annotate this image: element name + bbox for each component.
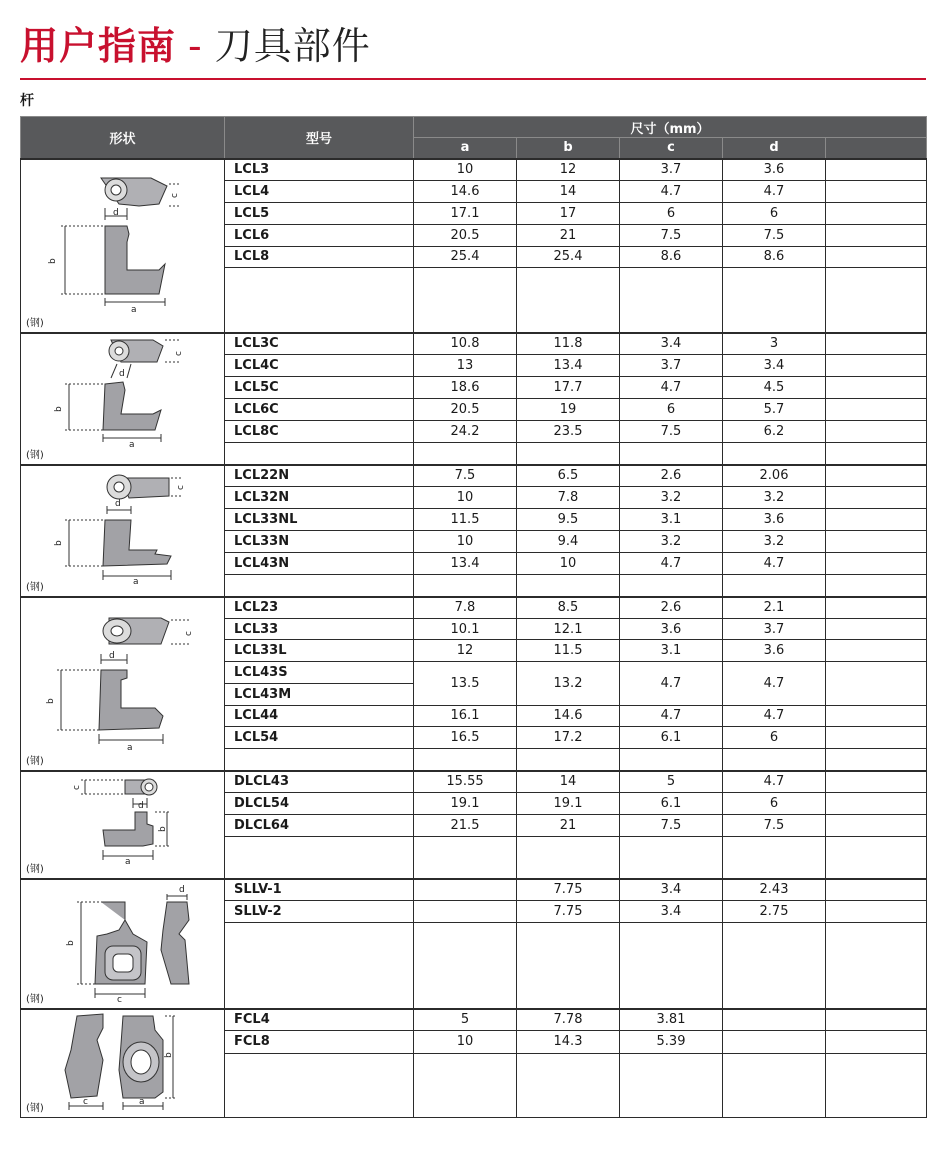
dim-d: 3.2 [723,486,826,508]
model-cell: LCL54 [225,727,414,749]
dim-blank [826,465,927,487]
dim-b: 7.78 [517,1009,620,1031]
dim-c: 4.7 [620,376,723,398]
dim-c: 3.2 [620,530,723,552]
dim-b: 23.5 [517,420,620,442]
dim-blank [826,814,927,836]
shape-cell-dlcl [21,771,225,879]
model-cell: LCL22N [225,465,414,487]
model-cell: LCL6 [225,224,414,246]
model-cell: FCL8 [225,1031,414,1053]
lcl-2x-shape-icon [21,598,225,770]
sllv-shape-icon [21,880,225,1008]
dim-d: 4.7 [723,662,826,706]
dim-c: 4.7 [620,705,723,727]
dim-c: 6.1 [620,727,723,749]
svg-text:d: d [138,800,144,811]
dim-c: 6 [620,398,723,420]
shape-cell-fcl [21,1009,225,1118]
empty-cell [517,442,620,464]
model-cell: LCL5C [225,376,414,398]
dim-blank [826,662,927,706]
empty-cell [620,442,723,464]
svg-text:a: a [127,742,133,753]
dim-blank [826,900,927,922]
empty-cell [620,836,723,878]
model-cell: LCL3C [225,333,414,355]
lcl-c-shape-icon [21,334,225,464]
col-d-header: d [723,138,826,159]
svg-text:d: d [113,207,119,218]
empty-cell [620,268,723,333]
dim-b: 7.8 [517,486,620,508]
dim-blank [826,508,927,530]
dim-blank [826,398,927,420]
dim-c: 3.4 [620,879,723,901]
empty-cell [225,749,414,771]
dim-c: 3.2 [620,486,723,508]
fcl-shape-icon [21,1010,225,1117]
dim-b: 17.2 [517,727,620,749]
dim-d: 6 [723,202,826,224]
dim-a: 18.6 [414,376,517,398]
dim-c: 2.6 [620,465,723,487]
model-cell: LCL3 [225,159,414,181]
dim-d: 4.7 [723,771,826,793]
model-cell: LCL23 [225,597,414,619]
dim-blank [826,159,927,181]
material-label: (钢) [26,317,44,329]
dim-a: 15.55 [414,771,517,793]
dim-d [723,1031,826,1053]
dim-a: 7.5 [414,465,517,487]
shape-cell-lcl-c [21,333,225,465]
dim-blank [826,1009,927,1031]
dim-d: 4.5 [723,376,826,398]
empty-cell [225,442,414,464]
svg-text:b: b [66,939,76,946]
dim-d: 3.6 [723,640,826,662]
svg-text:b: b [46,697,56,704]
svg-text:d: d [179,884,185,895]
svg-text:b: b [54,405,64,412]
dim-c: 3.1 [620,508,723,530]
svg-text:c: c [170,192,180,198]
shape-cell-lcl-n [21,465,225,597]
model-cell: LCL43S [225,662,414,684]
empty-cell [414,749,517,771]
dim-c: 3.4 [620,333,723,355]
empty-cell [414,442,517,464]
group-lcl-n [21,465,927,597]
empty-cell [620,1053,723,1117]
dim-a: 10 [414,530,517,552]
dim-b: 6.5 [517,465,620,487]
dim-a: 5 [414,1009,517,1031]
dim-c: 3.7 [620,354,723,376]
model-cell: DLCL43 [225,771,414,793]
empty-cell [517,749,620,771]
empty-cell [826,922,927,1008]
dim-b: 9.4 [517,530,620,552]
title-dash: - [188,24,203,68]
dim-b: 7.75 [517,900,620,922]
svg-text:a: a [131,304,137,315]
svg-text:a: a [129,439,135,450]
dim-d: 8.6 [723,246,826,268]
dim-a: 24.2 [414,420,517,442]
dim-c: 6.1 [620,792,723,814]
dlcl-shape-icon [21,772,225,878]
dim-a: 14.6 [414,180,517,202]
dim-b: 21 [517,224,620,246]
dim-d: 2.06 [723,465,826,487]
group-lcl-2x [21,597,927,771]
dim-a: 20.5 [414,224,517,246]
dim-d: 4.7 [723,180,826,202]
dim-a: 10 [414,1031,517,1053]
svg-text:b: b [164,1051,174,1058]
dim-c: 7.5 [620,224,723,246]
dim-d: 7.5 [723,224,826,246]
dim-d: 7.5 [723,814,826,836]
group-sllv [21,879,927,1009]
model-cell: DLCL54 [225,792,414,814]
dim-b: 19.1 [517,792,620,814]
dim-d: 4.7 [723,552,826,574]
dim-a: 10.8 [414,333,517,355]
shape-cell-sllv [21,879,225,1009]
shape-cell-lcl [21,159,225,333]
svg-text:b: b [48,257,58,264]
empty-cell [225,574,414,596]
dim-blank [826,727,927,749]
model-cell: LCL8 [225,246,414,268]
dim-d: 4.7 [723,705,826,727]
svg-text:c: c [83,1096,88,1107]
page-header [20,18,926,80]
empty-cell [517,1053,620,1117]
model-cell: SLLV-1 [225,879,414,901]
dim-b: 19 [517,398,620,420]
dim-a: 17.1 [414,202,517,224]
dim-d: 6 [723,792,826,814]
dim-blank [826,552,927,574]
dim-a [414,879,517,901]
dim-blank [826,180,927,202]
model-cell: FCL4 [225,1009,414,1031]
material-label: (钢) [26,993,44,1005]
dim-c: 5 [620,771,723,793]
empty-cell [620,922,723,1008]
dim-c: 4.7 [620,552,723,574]
dim-b: 17.7 [517,376,620,398]
dim-b: 7.75 [517,879,620,901]
material-label: (钢) [26,755,44,767]
section-label: 杆 [20,93,34,109]
dim-a: 16.5 [414,727,517,749]
col-b-header: b [517,138,620,159]
dim-b: 14 [517,771,620,793]
dim-a: 13.5 [414,662,517,706]
svg-text:d: d [109,650,115,661]
dim-d: 3 [723,333,826,355]
lcl-shape-icon [21,160,225,332]
dim-d: 3.6 [723,159,826,181]
dim-blank [826,420,927,442]
col-shape-header: 形状 [21,117,225,159]
dim-blank [826,618,927,640]
material-label: (钢) [26,1102,44,1114]
col-c-header: c [620,138,723,159]
dim-b: 8.5 [517,597,620,619]
dim-b: 14.6 [517,705,620,727]
empty-cell [225,922,414,1008]
svg-text:a: a [125,856,131,867]
dim-b: 12 [517,159,620,181]
dim-d: 5.7 [723,398,826,420]
dim-d: 2.1 [723,597,826,619]
dim-c: 3.81 [620,1009,723,1031]
model-cell: SLLV-2 [225,900,414,922]
empty-cell [225,836,414,878]
dim-blank [826,246,927,268]
shape-cell-lcl-2x [21,597,225,771]
dim-blank [826,530,927,552]
spec-table [20,116,927,1118]
dim-b: 14.3 [517,1031,620,1053]
empty-cell [723,442,826,464]
dim-d [723,1009,826,1031]
dim-a: 20.5 [414,398,517,420]
dim-b: 10 [517,552,620,574]
svg-text:c: c [184,630,194,636]
dim-a: 13 [414,354,517,376]
svg-text:b: b [54,539,64,546]
dim-d: 2.75 [723,900,826,922]
svg-text:c: c [176,484,186,490]
dim-blank [826,224,927,246]
lcl-n-shape-icon [21,466,225,596]
empty-cell [826,749,927,771]
material-label: (钢) [26,581,44,593]
empty-cell [517,574,620,596]
empty-cell [723,574,826,596]
empty-cell [826,574,927,596]
dim-c: 8.6 [620,246,723,268]
material-label: (钢) [26,863,44,875]
empty-cell [517,922,620,1008]
dim-blank [826,354,927,376]
dim-c: 5.39 [620,1031,723,1053]
material-label: (钢) [26,449,44,461]
empty-cell [620,749,723,771]
dim-blank [826,1031,927,1053]
dim-a: 12 [414,640,517,662]
dim-c: 7.5 [620,814,723,836]
model-cell: DLCL64 [225,814,414,836]
dim-a: 11.5 [414,508,517,530]
group-lcl-c [21,333,927,465]
dim-c: 4.7 [620,662,723,706]
svg-text:d: d [115,498,121,509]
empty-cell [826,442,927,464]
dim-a [414,900,517,922]
dim-c: 3.7 [620,159,723,181]
dim-a: 16.1 [414,705,517,727]
dim-d: 3.2 [723,530,826,552]
title-sub: 刀具部件 [214,24,371,68]
svg-text:d: d [119,368,125,379]
model-cell: LCL8C [225,420,414,442]
empty-cell [414,1053,517,1117]
model-cell: LCL5 [225,202,414,224]
page-title [20,18,926,74]
empty-cell [723,268,826,333]
model-cell: LCL43M [225,683,414,705]
svg-text:c: c [117,994,122,1005]
empty-cell [414,574,517,596]
col-a-header: a [414,138,517,159]
dim-c: 2.6 [620,597,723,619]
dim-a: 10.1 [414,618,517,640]
dim-d: 3.7 [723,618,826,640]
dim-b: 11.8 [517,333,620,355]
svg-text:c: c [174,350,184,356]
dim-a: 19.1 [414,792,517,814]
svg-text:a: a [139,1096,145,1107]
dim-blank [826,333,927,355]
dim-blank [826,202,927,224]
model-cell: LCL6C [225,398,414,420]
col-size-header: 尺寸（mm） [414,117,927,138]
model-cell: LCL32N [225,486,414,508]
dim-c: 7.5 [620,420,723,442]
dim-blank [826,705,927,727]
col-model-header: 型号 [225,117,414,159]
model-cell: LCL4C [225,354,414,376]
dim-b: 12.1 [517,618,620,640]
dim-blank [826,792,927,814]
dim-c: 3.1 [620,640,723,662]
group-dlcl [21,771,927,879]
dim-c: 3.4 [620,900,723,922]
col-blank-header [826,138,927,159]
empty-cell [225,1053,414,1117]
model-cell: LCL33L [225,640,414,662]
dim-c: 3.6 [620,618,723,640]
dim-a: 7.8 [414,597,517,619]
dim-d: 3.4 [723,354,826,376]
dim-b: 21 [517,814,620,836]
dim-b: 25.4 [517,246,620,268]
dim-c: 6 [620,202,723,224]
dim-a: 13.4 [414,552,517,574]
dim-b: 13.4 [517,354,620,376]
dim-d: 3.6 [723,508,826,530]
empty-cell [826,1053,927,1117]
dim-b: 9.5 [517,508,620,530]
empty-cell [723,1053,826,1117]
empty-cell [620,574,723,596]
model-cell: LCL4 [225,180,414,202]
dim-blank [826,376,927,398]
dim-a: 10 [414,486,517,508]
dim-blank [826,879,927,901]
group-fcl [21,1009,927,1118]
dim-b: 14 [517,180,620,202]
group-lcl [21,159,927,333]
svg-text:a: a [133,576,139,587]
model-cell: LCL33N [225,530,414,552]
dim-b: 13.2 [517,662,620,706]
model-cell: LCL33 [225,618,414,640]
title-main: 用户指南 [20,24,177,68]
empty-cell [225,268,414,333]
dim-d: 6 [723,727,826,749]
empty-cell [517,268,620,333]
empty-cell [723,749,826,771]
dim-b: 11.5 [517,640,620,662]
dim-a: 10 [414,159,517,181]
dim-blank [826,486,927,508]
dim-blank [826,640,927,662]
model-cell: LCL33NL [225,508,414,530]
dim-d: 6.2 [723,420,826,442]
model-cell: LCL43N [225,552,414,574]
dim-a: 25.4 [414,246,517,268]
svg-text:c: c [72,784,82,790]
dim-d: 2.43 [723,879,826,901]
dim-c: 4.7 [620,180,723,202]
empty-cell [414,268,517,333]
model-cell: LCL44 [225,705,414,727]
dim-b: 17 [517,202,620,224]
dim-a: 21.5 [414,814,517,836]
empty-cell [826,836,927,878]
empty-cell [826,268,927,333]
dim-blank [826,771,927,793]
empty-cell [414,836,517,878]
empty-cell [517,836,620,878]
dim-blank [826,597,927,619]
empty-cell [723,836,826,878]
empty-cell [414,922,517,1008]
svg-text:b: b [158,825,168,832]
empty-cell [723,922,826,1008]
